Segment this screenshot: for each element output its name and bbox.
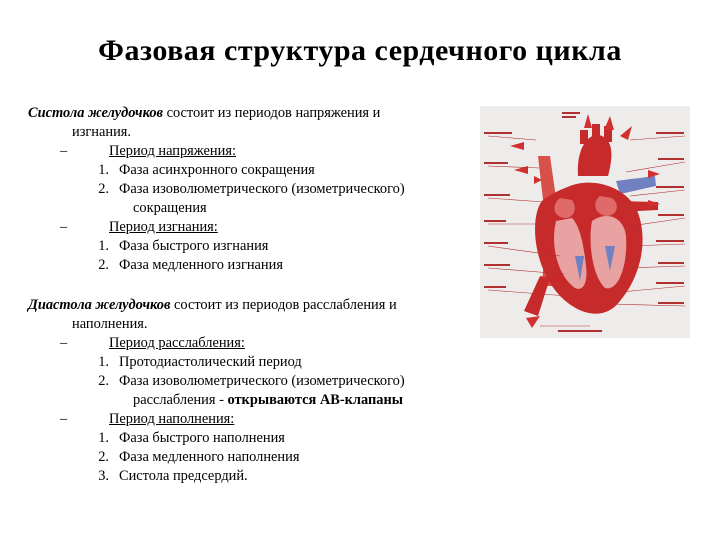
period-label: Период напряжения: — [109, 143, 236, 159]
vessel-shape — [592, 124, 600, 140]
systole-heading-cont: изгнания. — [72, 124, 131, 140]
arrow-up-icon — [620, 126, 632, 140]
item-number: 2. — [98, 257, 109, 273]
item-text-plain: расслабления - — [133, 392, 228, 408]
list-dash: – — [60, 335, 68, 351]
item-text: Фаза медленного изгнания — [119, 257, 283, 273]
item-number: 1. — [98, 162, 109, 178]
list-item — [28, 429, 405, 448]
item-number: 1. — [98, 430, 109, 446]
item-text-bold: открываются АВ-клапаны — [227, 392, 404, 408]
diastole-heading-cont: наполнения. — [72, 316, 148, 332]
pulmonary-vessel-shape — [616, 176, 656, 194]
item-number: 2. — [98, 373, 109, 389]
systole-heading-rest: состоит из периодов напряжения и — [162, 105, 381, 121]
item-text-cont — [28, 391, 405, 410]
arrow-right-icon — [510, 142, 524, 150]
item-text: Фаза медленного наполнения — [119, 449, 300, 465]
item-text: Систола предсердий. — [119, 468, 248, 484]
list-item — [28, 180, 405, 199]
diastole-heading-bold: Диастола желудочков — [28, 297, 171, 313]
item-text: Фаза изоволюметрического (изометрического) — [119, 373, 405, 389]
item-number: 3. — [98, 468, 109, 484]
diastole-heading — [28, 296, 405, 315]
diastole-period-2 — [28, 410, 405, 429]
vessel-shape — [524, 276, 550, 316]
page-title: Фазовая структура сердечного цикла — [98, 34, 622, 67]
list-dash: – — [60, 411, 68, 427]
period-label: Период изгнания: — [109, 219, 218, 235]
period-label: Период расслабления: — [109, 335, 245, 351]
item-number: 2. — [98, 449, 109, 465]
heart-muscle-shape — [535, 183, 643, 314]
systole-section — [28, 104, 405, 275]
list-dash: – — [60, 143, 68, 159]
arrow-down-icon — [526, 316, 540, 328]
list-dash: – — [60, 219, 68, 235]
list-item — [28, 467, 405, 486]
list-item — [28, 353, 405, 372]
right-atrium-shape — [554, 198, 574, 218]
systole-period-1 — [28, 142, 405, 161]
item-number: 1. — [98, 354, 109, 370]
item-number: 1. — [98, 238, 109, 254]
arrow-up-icon — [584, 114, 592, 128]
diastole-period-1 — [28, 334, 405, 353]
diastole-section — [28, 296, 405, 486]
systole-period-2 — [28, 218, 405, 237]
vessel-shape — [580, 130, 588, 144]
period-label: Период наполнения: — [109, 411, 235, 427]
list-item — [28, 237, 405, 256]
diastole-heading-rest: состоит из периодов расслабления и — [170, 297, 397, 313]
heart-illustration — [480, 106, 690, 338]
list-item — [28, 448, 405, 467]
arrow-up-icon — [604, 116, 614, 130]
item-text: Фаза быстрого изгнания — [119, 238, 269, 254]
heart-diagram — [480, 106, 690, 338]
list-item — [28, 256, 405, 275]
list-item — [28, 372, 405, 391]
item-number: 2. — [98, 181, 109, 197]
item-text: Фаза асинхронного сокращения — [119, 162, 315, 178]
systole-heading — [28, 104, 405, 123]
item-text: Протодиастолический период — [119, 354, 302, 370]
item-text: Фаза изоволюметрического (изометрического) — [119, 181, 405, 197]
list-item — [28, 161, 405, 180]
systole-heading-bold: Систола желудочков — [28, 105, 163, 121]
item-text-cont: сокращения — [133, 200, 207, 216]
item-text: Фаза быстрого наполнения — [119, 430, 285, 446]
